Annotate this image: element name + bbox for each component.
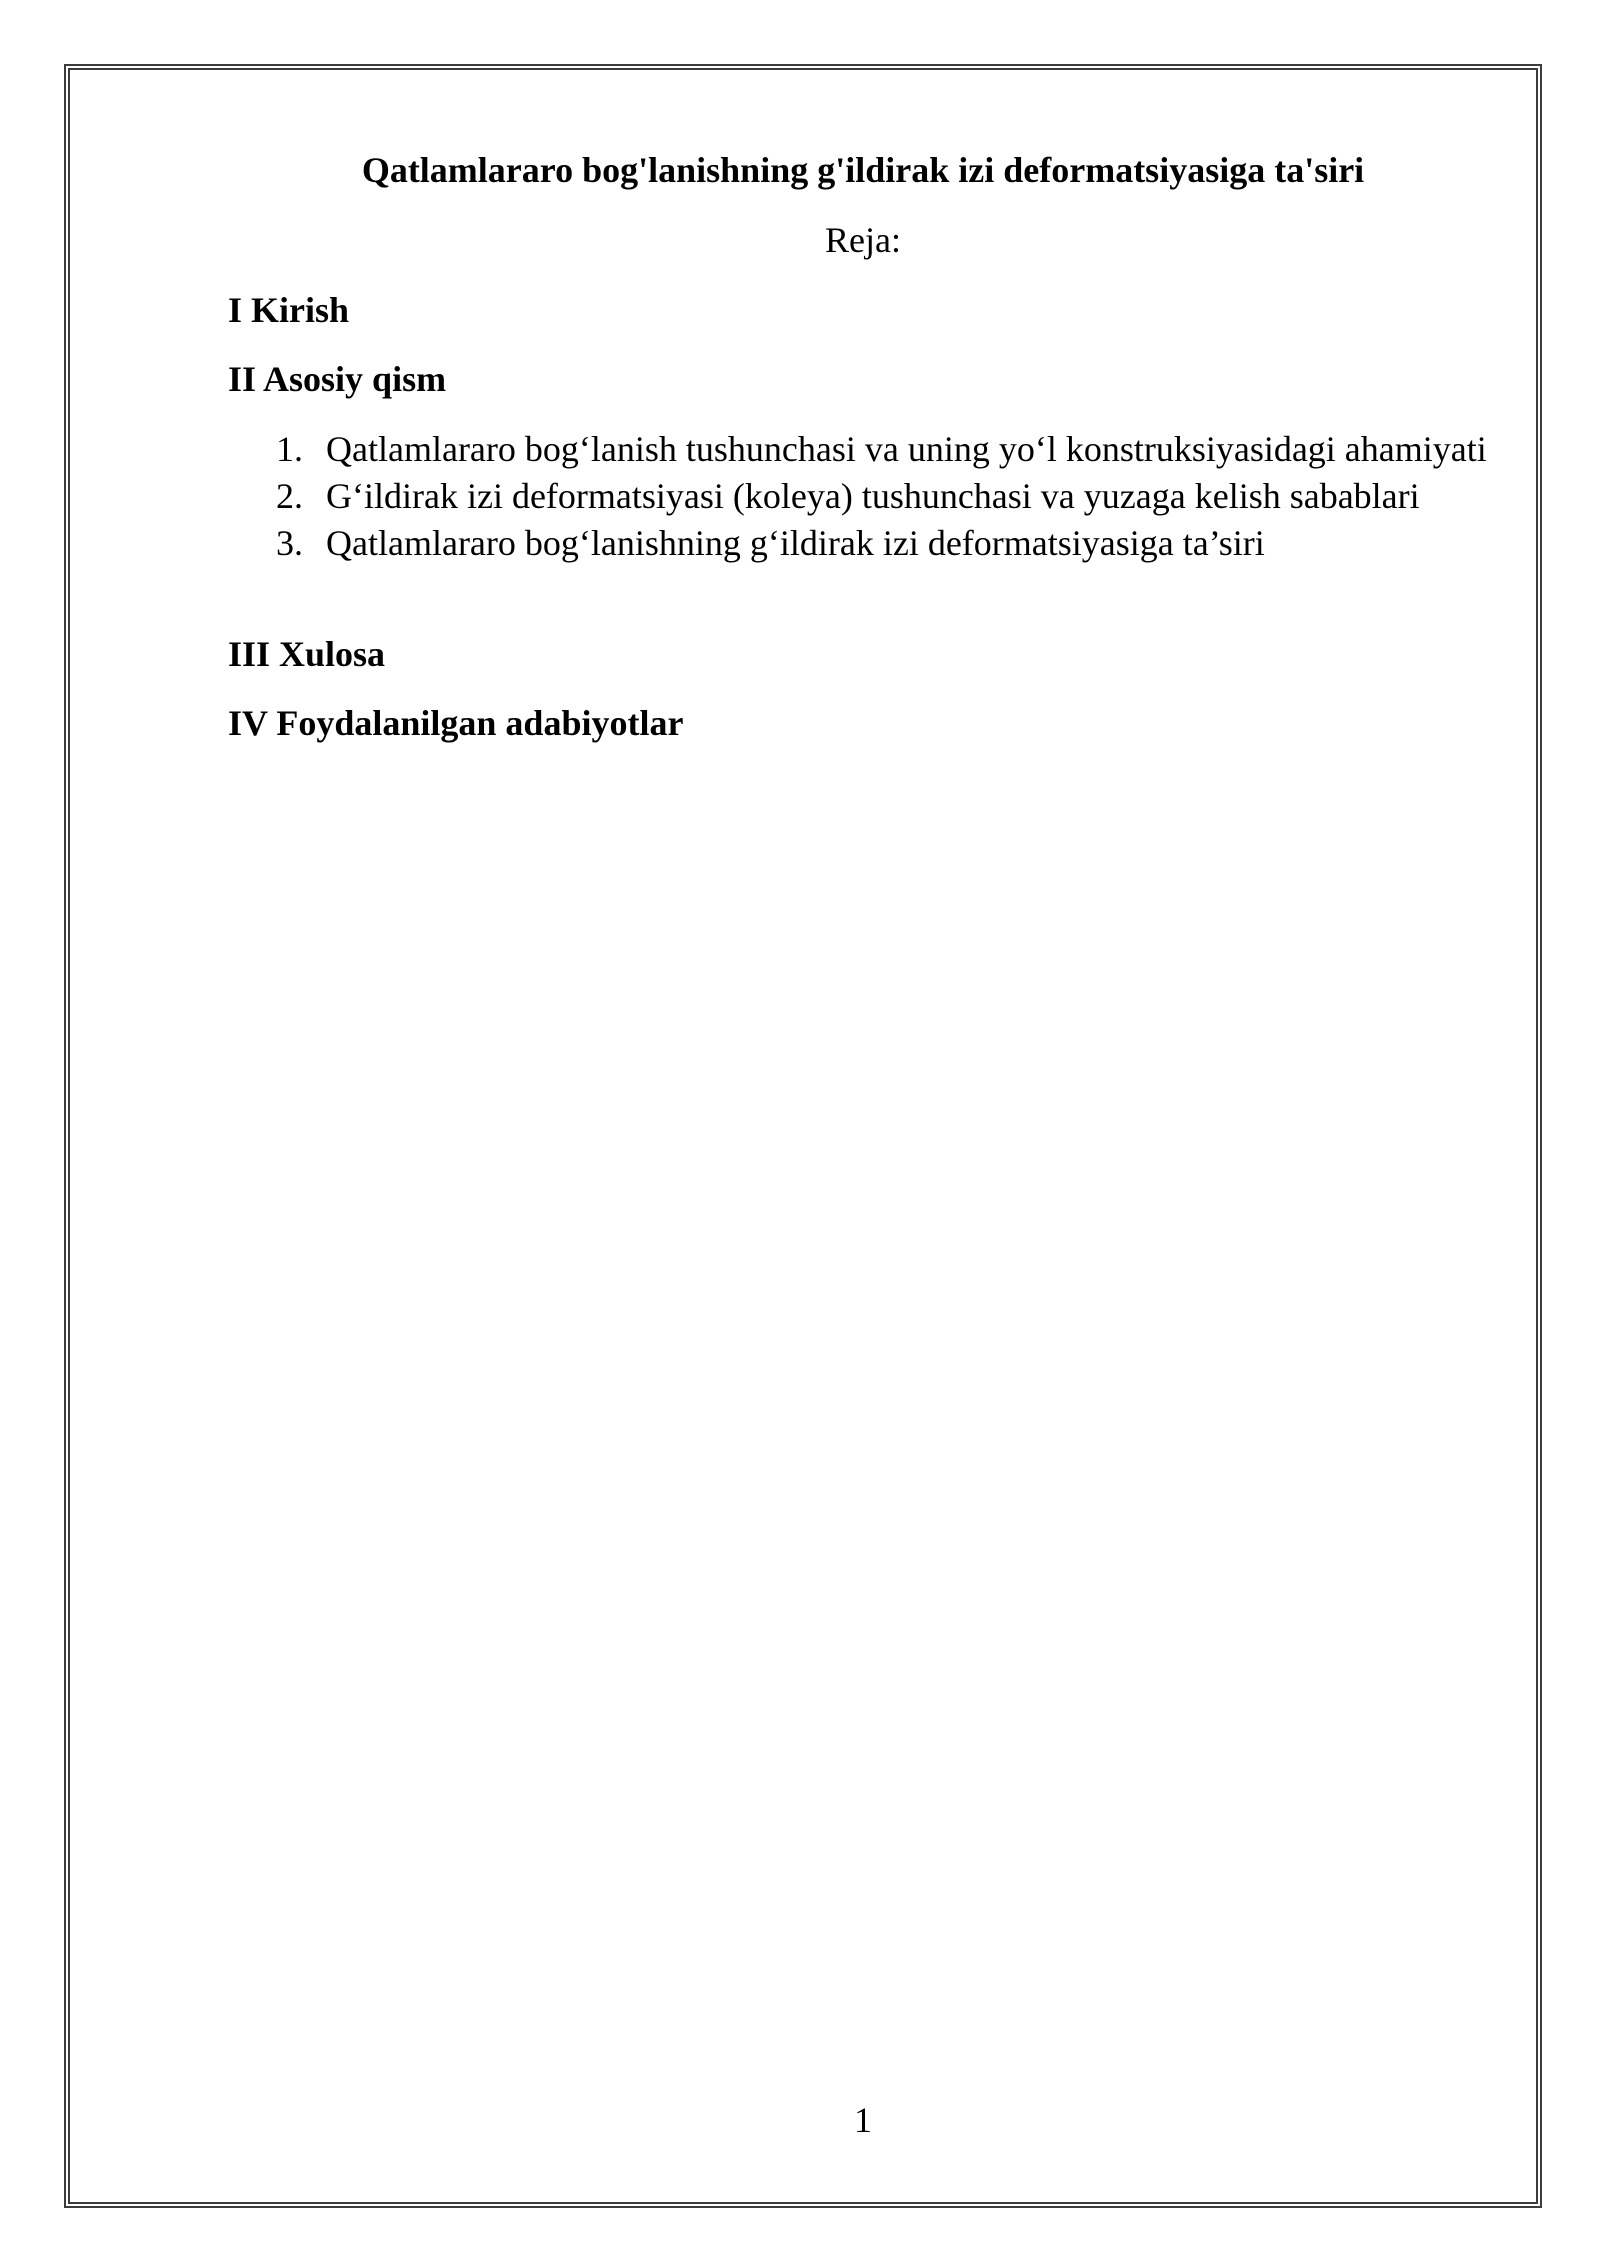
section-conclusion: III Xulosa: [228, 634, 386, 674]
section-introduction: I Kirish: [228, 290, 350, 330]
list-item: [228, 520, 1528, 567]
list-item-number: 3.: [276, 523, 303, 563]
page-number: 1: [854, 2100, 872, 2140]
list-item-text: G‘ildirak izi deformatsiyasi (koleya) tushunchasi va yuzaga kelish sabablari: [326, 476, 1420, 516]
plan-label: Reja:: [825, 220, 901, 260]
document-title: Qatlamlararo bog'lanishning g'ildirak izi deformatsiyasiga ta'siri: [361, 150, 1365, 190]
list-item: [228, 473, 1528, 520]
list-item-text: Qatlamlararo bog‘lanish tushunchasi va uning yo‘l konstruksiyasidagi ahamiyati: [326, 429, 1487, 469]
section-main-part: II Asosiy qism: [228, 359, 447, 399]
main-part-list: [228, 426, 1528, 567]
list-item: [228, 426, 1528, 473]
list-item-number: 2.: [276, 476, 303, 516]
section-references: IV Foydalanilgan adabiyotlar: [228, 703, 684, 743]
list-item-text: Qatlamlararo bog‘lanishning g‘ildirak izi deformatsiyasiga ta’siri: [326, 523, 1265, 563]
list-item-number: 1.: [276, 429, 303, 469]
